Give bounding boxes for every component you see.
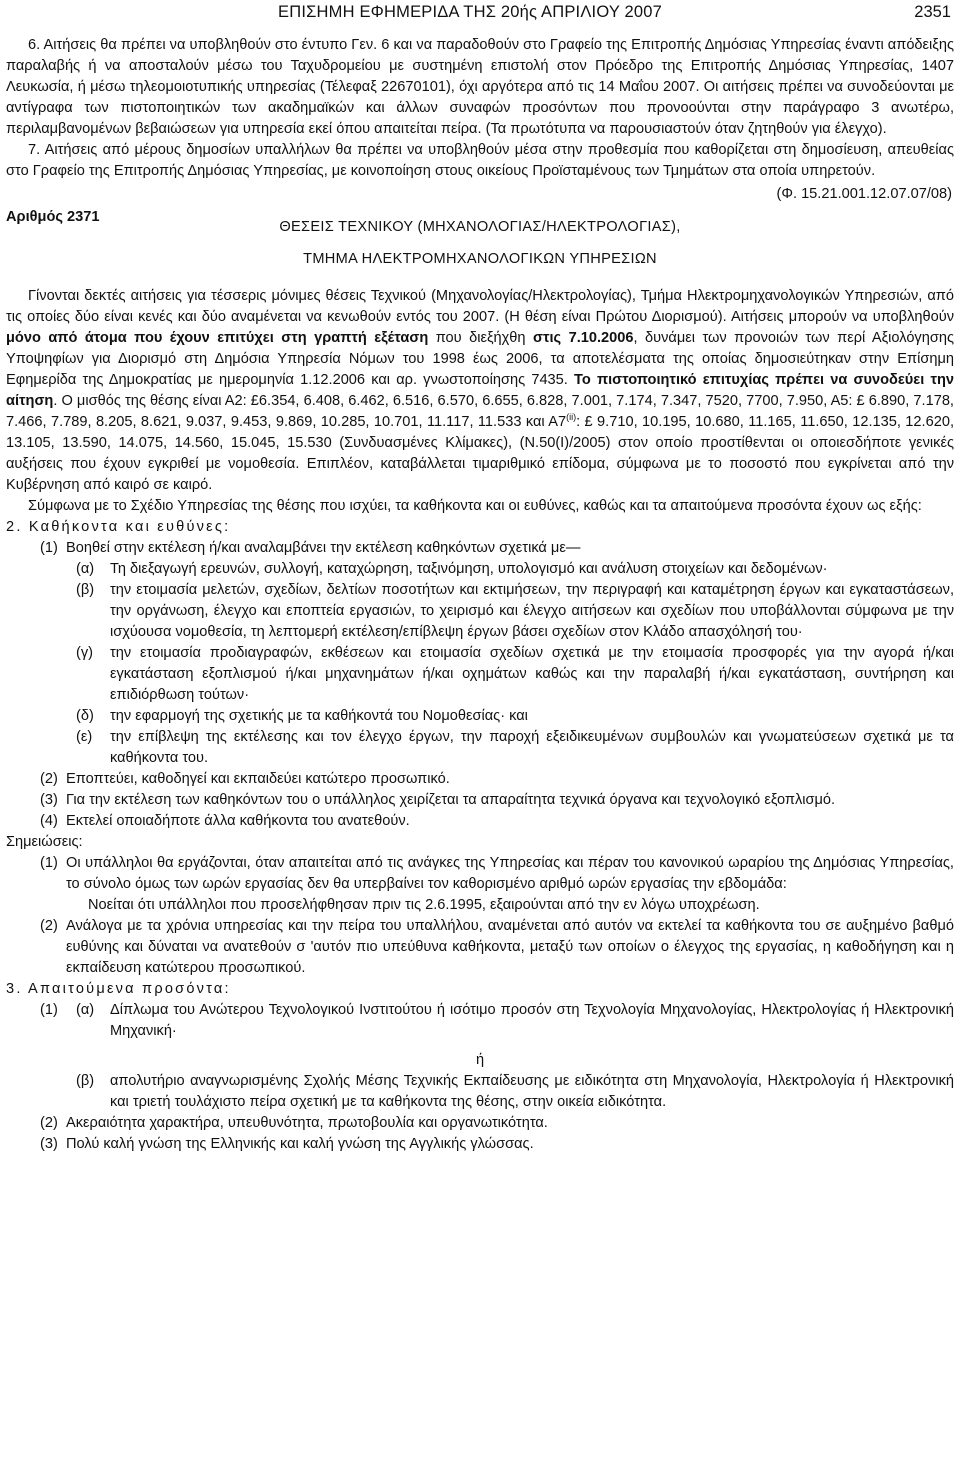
paragraph-6: 6. Αιτήσεις θα πρέπει να υποβληθούν στο έντυπο Γεν. 6 και να παραδοθούν στο Γραφείο της Επιτροπής Δημόσιας Υπηρεσίας έναντι απόδειξης παραλαβής ή να αποσταλούν μέσω του Ταχυδρομείου με συστημένη επιστολή στον Πρόεδρο της Επιτροπής Δημόσιας Υπηρεσίας, 1407 Λευκωσία, ή μέσω τηλεομοιοτυπικής υπηρεσίας (Τέλεφαξ 22670101), όχι αργότερα από τις 14 Μαΐου 2007. Οι αιτήσεις πρέπει να συνοδεύονται με αντίγραφα των πιστοποιητικών των ακαδημαϊκών και άλλων συναφών προσόντων που προνοούνται στην παράγραφο 3 ανωτέρω, περιλαμβανομένων βεβαιώσεων για υπηρεσία εκεί όπου απαιτείται πείρα. (Τα πρωτότυπα να παρουσιαστούν όταν ζητηθούν για έλεγχο). — [6, 37, 954, 137]
section-3-heading: 3. Απαιτούμενα προσόντα: — [6, 981, 231, 997]
duty-item-1e — [6, 727, 954, 769]
item-label: (1) — [40, 540, 58, 556]
page-number: 2351 — [914, 3, 951, 21]
intro-salary-text: . Ο μισθός της θέσης είναι Α2: £6.354, 6.408, 6.462, 6.516, 6.570, 6.655, 6.828, 7.001, 7.174, 7.347, 7520, 7700, 7.950, Α5: £ 6.890, 7.178, 7.466, 7.789, 8.205, 8.621, 9.037, 9.453, 9.869, 10.285, 10.701, 11.117, 11.533 και Α7 — [6, 393, 954, 430]
item-label: (1) — [40, 1002, 58, 1018]
item-text: Βοηθεί στην εκτέλεση ή/και αναλαμβάνει την εκτέλεση καθηκόντων σχετικά με— — [66, 540, 581, 556]
duty-item-3 — [6, 790, 954, 811]
note-2 — [6, 916, 954, 979]
intro-text: : £ 9.710, 10.195, 10.680, 11.165, 11.650, 12.135, 12.620, 13.105, 13.590, 14.075, 14.560, 15.045, 15.530 (Συνδυασμένες Κλίμακες), (Ν.50(Ι)/2005) στον οποίο προστίθενται οι οποιεσδήποτε γενικές αυξήσεις που έχουν εγκριθεί με νομοθεσία. Επιπλέον, καταβάλλεται τιμαριθμικό επίδομα, σύμφωνα με το ποσοστό που εγκρίνεται από την Κυβέρνηση από καιρό σε καιρό. — [6, 414, 954, 493]
qualification-1a — [6, 1000, 954, 1042]
item-text: Δίπλωμα του Ανώτερου Τεχνολογικού Ινστιτούτου ή ισότιμο προσόν στη Τεχνολογία Μηχανολογίας, Ηλεκτρολογίας ή Ηλεκτρονική Μηχανική· — [110, 1002, 954, 1039]
intro-text: , δυνάμει των προνοιών των περί Αξιολόγησης Υποψηφίων για Διορισμό στη Δημόσια Υπηρεσία Νόμων του 1998 έως 2006, τα αποτελέσματα της οποίας δημοσιεύτηκαν στην Επίσημη Εφημερίδα της Δημοκρατίας με ημερομηνία 1.12.2006 και αρ. γνωστοποίησης 7435. — [6, 330, 955, 388]
paragraph-7: 7. Αιτήσεις από μέρους δημοσίων υπαλλήλων θα πρέπει να υποβληθούν μέσα στην προθεσμία που καθορίζεται στη δημοσίευση, απευθείας στο Γραφείο της Επιτροπής Δημόσιας Υπηρεσίας, με κοινοποίηση στους οικείους Προϊσταμένους των Τμημάτων στα οποία υπηρετούν. — [6, 142, 954, 179]
item-text: την ετοιμασία μελετών, σχεδίων, δελτίων ποσοτήτων και εκτιμήσεων, την περιγραφή και καταμέτρηση έργων και εγκαταστάσεων, την οργάνωση, έλεγχο και εποπτεία εργασιών, το χειρισμό και έλεγχο αιτήσεων και σχεδίων που υποβάλλονται σύμφωνα με την ισχύουσα νομοθεσία, τη λεπτομερή εκτέλεση/επίβλεψη έργων βάσει σχεδίων στον Κλάδο απασχόλησή του· — [110, 582, 954, 640]
item-label: (4) — [40, 813, 58, 829]
duty-item-2 — [6, 769, 954, 790]
intro-bold-date: στις 7.10.2006 — [532, 330, 634, 346]
gazette-title: ΕΠΙΣΗΜΗ ΕΦΗΜΕΡΙΔΑ ΤΗΣ 20ής ΑΠΡΙΛΙΟΥ 2007 — [278, 3, 663, 21]
item-label: (3) — [40, 792, 58, 808]
item-text: απολυτήριο αναγνωρισμένης Σχολής Μέσης Τεχνικής Εκπαίδευσης με ειδικότητα στη Μηχανολογία, Ηλεκτρολογία ή Ηλεκτρονική και τριετή τουλάχιστο πείρα σχετική με τα καθήκοντα της θέσης, στην οικεία ειδικότητα. — [110, 1073, 954, 1110]
note-1-proviso: Νοείται ότι υπάλληλοι που προσελήφθησαν πριν τις 2.6.1995, εξαιρούνται από την εν λόγω υποχρέωση. — [88, 897, 760, 913]
notice-intro — [6, 286, 954, 496]
intro-superscript: (ii) — [566, 412, 577, 423]
duty-item-1 — [6, 538, 954, 559]
duty-item-1d — [6, 706, 954, 727]
duty-item-1b — [6, 580, 954, 643]
duty-item-1c — [6, 643, 954, 706]
item-label: (2) — [40, 918, 58, 934]
item-label: (α) — [76, 1002, 95, 1018]
item-label: (γ) — [76, 645, 94, 661]
duty-item-1a — [6, 559, 954, 580]
item-label: (2) — [40, 1115, 58, 1131]
item-text: Εποπτεύει, καθοδηγεί και εκπαιδεύει κατώτερο προσωπικό. — [66, 771, 450, 787]
item-text: Ανάλογα με τα χρόνια υπηρεσίας και την πείρα του υπαλλήλου, αναμένεται από αυτόν να εκτελεί τα καθήκοντα του σε αυξημένο βαθμό ευθύνης και δύναται να ανατεθούν σ 'αυτόν πιο υπεύθυνα καθήκοντα, μεταξύ των οποίων ο έλεγχος της εργασίας, η καθοδήγηση και η εκπαίδευση κατώτερου προσωπικού. — [66, 918, 954, 976]
qualification-or: ή — [475, 1052, 485, 1068]
item-label: (δ) — [76, 708, 94, 724]
duty-item-4 — [6, 811, 954, 832]
item-text: Εκτελεί οποιαδήποτε άλλα καθήκοντα του ανατεθούν. — [66, 813, 410, 829]
notes-heading: Σημειώσεις: — [6, 834, 83, 850]
item-text: Πολύ καλή γνώση της Ελληνικής και καλή γνώση της Αγγλικής γλώσσας. — [66, 1136, 534, 1152]
item-text: την εφαρμογή της σχετικής με τα καθήκοντά του Νομοθεσίας· και — [110, 708, 528, 724]
qualification-1b — [6, 1071, 954, 1113]
item-text: την επίβλεψη της εκτέλεσης και τον έλεγχο έργων, την παροχή εξειδικευμένων συμβουλών και γνωματεύσεων σχετικά με τα καθήκοντα του. — [110, 729, 954, 766]
intro-text: που διεξήχθη — [428, 330, 533, 346]
qualification-3 — [6, 1134, 954, 1155]
intro-bold-eligibility: μόνο από άτομα που έχουν επιτύχει στη γραπτή εξέταση — [6, 330, 429, 346]
item-text: την ετοιμασία προδιαγραφών, εκθέσεων και ετοιμασία σχεδίων σχετικά με την ετοιμασία προσφορές για την αγορά ή/και εγκατάσταση εξοπλισμού ή/και μηχανημάτων ή/και οχημάτων καθώς και την παραλαβή ή/και εγκατάσταση, συντήρηση και επιδιόρθωση τούτων· — [110, 645, 954, 703]
notice-heading — [6, 205, 954, 251]
note-1 — [6, 853, 954, 895]
item-text: Για την εκτέλεση των καθηκόντων του ο υπάλληλος χειρίζεται τα απαραίτητα τεχνικά όργανα και τεχνολογικό εξοπλισμό. — [66, 792, 836, 808]
item-label: (ε) — [76, 729, 93, 745]
item-label: (β) — [76, 582, 95, 598]
service-plan-text: Σύμφωνα με το Σχέδιο Υπηρεσίας της θέσης που ισχύει, τα καθήκοντα και οι ευθύνες, καθώς και τα απαιτούμενα προσόντα έχουν ως εξής: — [28, 498, 922, 514]
qualification-2 — [6, 1113, 954, 1134]
item-text: Ακεραιότητα χαρακτήρα, υπευθυνότητα, πρωτοβουλία και οργανωτικότητα. — [66, 1115, 548, 1131]
item-label: (β) — [76, 1073, 95, 1089]
item-text: Τη διεξαγωγή ερευνών, συλλογή, καταχώρηση, ταξινόμηση, υπολογισμό και ανάλυση στοιχείων και δεδομένων· — [110, 561, 828, 577]
intro-bold-certificate: Το πιστοποιητικό επιτυχίας πρέπει να συνοδεύει την αίτηση — [6, 372, 954, 409]
item-label: (3) — [40, 1136, 58, 1152]
notice-title-line-2: ΤΜΗΜΑ ΗΛΕΚΤΡΟΜΗΧΑΝΟΛΟΓΙΚΩΝ ΥΠΗΡΕΣΙΩΝ — [303, 251, 657, 267]
section-2-heading: 2. Καθήκοντα και ευθύνες: — [6, 519, 231, 535]
item-label: (α) — [76, 561, 95, 577]
file-reference: (Φ. 15.21.001.12.07.07/08) — [776, 186, 952, 202]
notice-number: Αριθμός 2371 — [6, 209, 100, 225]
item-text: Οι υπάλληλοι θα εργάζονται, όταν απαιτείται από τις ανάγκες της Υπηρεσίας και πέραν του κανονικού ωραρίου της Δημόσιας Υπηρεσίας, το σύνολο όμως των ωρών εργασίας δεν θα υπερβαίνει τον καθορισμένο αριθμό ωρών εργασίας την εβδομάδα: — [66, 855, 954, 892]
intro-text: Γίνονται δεκτές αιτήσεις για τέσσερις μόνιμες θέσεις Τεχνικού (Μηχανολογίας/Ηλεκτρολογίας), Τμήμα Ηλεκτρομηχανολογικών Υπηρεσιών, από τις οποίες δύο είναι κενές και δύο αναμένεται να κενωθούν εντός του 2007. (Η θέση είναι Πρώτου Διορισμού). Αιτήσεις μπορούν να υποβληθούν — [6, 288, 954, 325]
item-label: (1) — [40, 855, 58, 871]
page-body — [6, 35, 954, 1155]
page-header — [0, 3, 960, 29]
notice-title-line-1: ΘΕΣΕΙΣ ΤΕΧΝΙΚΟΥ (ΜΗΧΑΝΟΛΟΓΙΑΣ/ΗΛΕΚΤΡΟΛΟΓΙΑΣ), — [279, 219, 681, 235]
item-label: (2) — [40, 771, 58, 787]
